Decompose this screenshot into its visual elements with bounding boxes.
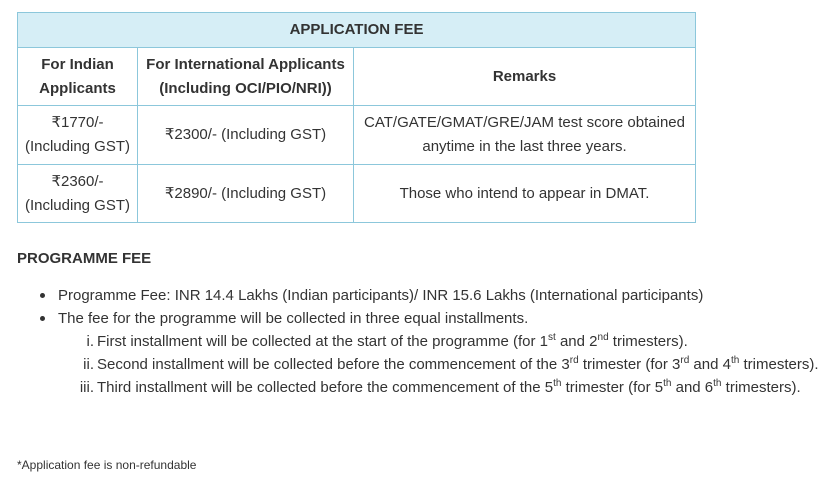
col-header-indian-line2: Applicants — [39, 79, 116, 97]
installment-number: ii. — [83, 356, 94, 373]
installment-text-part: and 4 — [689, 356, 731, 373]
bullet-text: The fee for the programme will be collected in three equal installments. — [58, 310, 529, 327]
application-fee-table — [17, 12, 696, 223]
application-fee-title: APPLICATION FEE — [18, 13, 696, 48]
installment-text-part: trimester (for 3 — [578, 356, 681, 373]
ordinal-suffix: th — [553, 378, 562, 389]
table-header-row — [18, 48, 696, 106]
cell-indian-fee — [18, 106, 138, 165]
cell-international-fee: ₹2890/- (Including GST) — [138, 165, 354, 223]
ordinal-suffix: th — [730, 355, 740, 366]
ordinal-suffix: th — [713, 378, 722, 389]
ordinal-suffix: th — [663, 378, 672, 389]
installment-item — [66, 376, 819, 399]
list-item — [38, 307, 703, 330]
remarks-line2: anytime in the last three years. — [422, 138, 627, 155]
col-header-intl-line1: For International Applicants — [146, 55, 345, 73]
programme-fee-title: PROGRAMME FEE — [17, 250, 152, 267]
cell-remarks: Those who intend to appear in DMAT. — [354, 165, 696, 223]
list-item — [38, 284, 703, 307]
installment-text-part: First installment will be collected at the start of the programme (for 1 — [97, 333, 549, 350]
installment-list — [66, 330, 819, 399]
installment-text-part: and 2 — [555, 333, 598, 350]
indian-note: (Including GST) — [24, 138, 131, 155]
installment-item — [66, 353, 819, 376]
ordinal-suffix: rd — [680, 355, 690, 366]
cell-remarks — [354, 106, 696, 165]
installment-text-part: Third installment will be collected before the commencement of the 5 — [97, 379, 554, 396]
col-header-international — [138, 48, 354, 106]
table-row — [18, 106, 696, 165]
bullet-icon — [40, 316, 45, 321]
table-row — [18, 165, 696, 223]
col-header-indian-line1: For Indian — [41, 55, 114, 73]
installment-text-part: trimester (for 5 — [561, 379, 664, 396]
remarks-line1: CAT/GATE/GMAT/GRE/JAM test score obtained — [364, 114, 685, 131]
installment-number: i. — [86, 333, 94, 350]
installment-number: iii. — [79, 379, 94, 396]
indian-note: (Including GST) — [24, 196, 131, 214]
table-title-row — [18, 13, 696, 48]
col-header-indian — [18, 48, 138, 106]
installment-item — [66, 330, 819, 353]
bullet-text: Programme Fee: INR 14.4 Lakhs (Indian participants)/ INR 15.6 Lakhs (International participants) — [58, 287, 704, 304]
cell-indian-fee — [18, 165, 138, 223]
cell-international-fee: ₹2300/- (Including GST) — [138, 106, 354, 165]
ordinal-suffix: rd — [569, 355, 579, 366]
ordinal-suffix: st — [548, 332, 556, 343]
installment-text-part: trimesters). — [739, 356, 819, 373]
indian-amount: ₹1770/- — [51, 114, 104, 131]
installment-text-part: trimesters). — [721, 379, 801, 396]
indian-amount: ₹2360/- — [51, 172, 104, 190]
col-header-intl-line2: (Including OCI/PIO/NRI)) — [159, 79, 332, 97]
installment-text-part: trimesters). — [608, 333, 688, 350]
programme-fee-list — [38, 284, 703, 330]
bullet-icon — [40, 293, 45, 298]
installment-text-part: and 6 — [671, 379, 714, 396]
col-header-remarks: Remarks — [354, 48, 696, 106]
installment-text-part: Second installment will be collected before the commencement of the 3 — [97, 356, 570, 373]
ordinal-suffix: nd — [597, 332, 609, 343]
footnote: *Application fee is non-refundable — [17, 458, 197, 472]
